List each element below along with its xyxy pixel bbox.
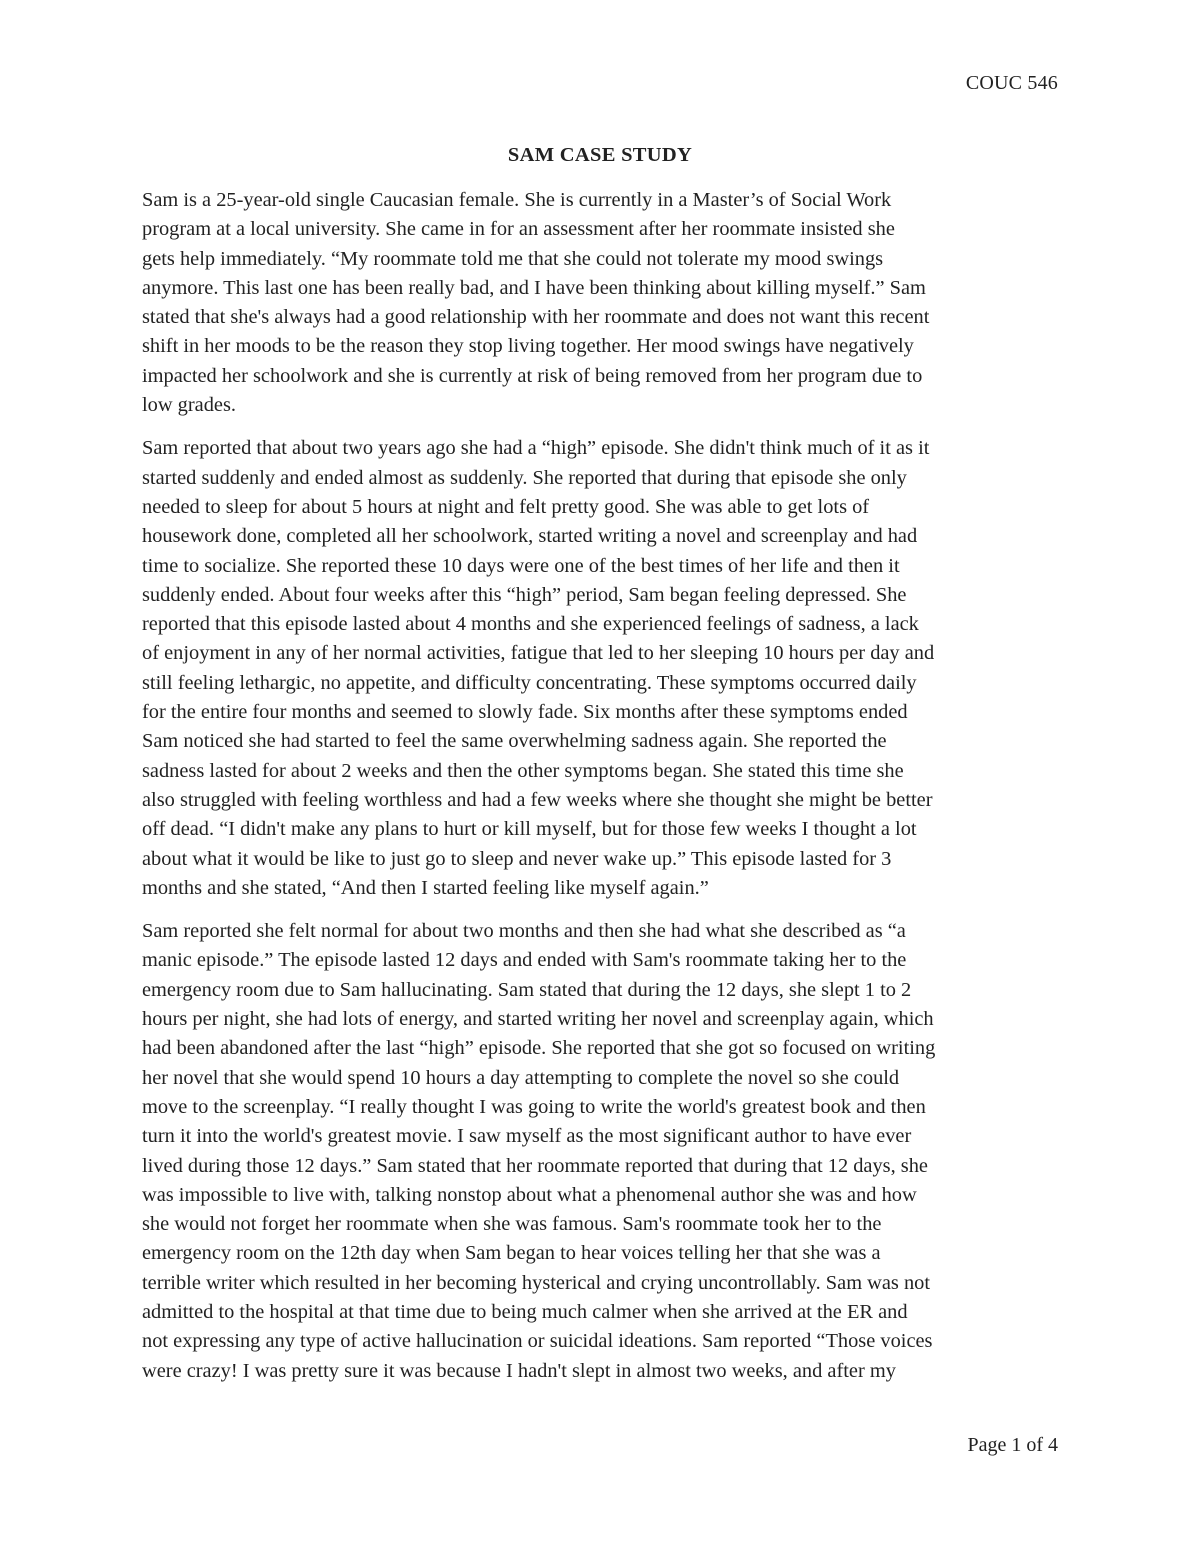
paragraph-3 <box>142 917 1062 1386</box>
text-line: move to the screenplay. “I really thought I was going to write the world's greatest book and then <box>142 1095 926 1118</box>
document-title: SAM CASE STUDY <box>507 144 693 166</box>
text-line: was impossible to live with, talking nonstop about what a phenomenal author she was and how <box>142 1183 917 1206</box>
text-line: shift in her moods to be the reason they stop living together. Her mood swings have negatively <box>142 335 914 358</box>
text-line: sadness lasted for about 2 weeks and then the other symptoms began. She stated this time she <box>142 759 904 782</box>
text-line: reported that this episode lasted about 4 months and she experienced feelings of sadness, a lack <box>142 613 919 636</box>
text-line: months and she stated, “And then I started feeling like myself again.” <box>142 876 709 899</box>
text-line: terrible writer which resulted in her becoming hysterical and crying uncontrollably. Sam was not <box>142 1271 931 1294</box>
text-line: manic episode.” The episode lasted 12 days and ended with Sam's roommate taking her to the <box>142 949 907 972</box>
paragraph-1 <box>142 186 1062 420</box>
document-body <box>142 186 1062 1400</box>
text-line: started suddenly and ended almost as suddenly. She reported that during that episode she only <box>142 466 907 489</box>
text-line: gets help immediately. “My roommate told me that she could not tolerate my mood swings <box>142 247 884 270</box>
text-line: impacted her schoolwork and she is currently at risk of being removed from her program due to <box>142 364 923 387</box>
text-line: also struggled with feeling worthless and had a few weeks where she thought she might be better <box>142 788 933 811</box>
text-line: her novel that she would spend 10 hours a day attempting to complete the novel so she could <box>142 1066 900 1089</box>
text-line: she would not forget her roommate when she was famous. Sam's roommate took her to the <box>142 1213 882 1236</box>
text-line: not expressing any type of active hallucination or suicidal ideations. Sam reported “Those voices <box>142 1330 933 1353</box>
text-line: turn it into the world's greatest movie. I saw myself as the most significant author to have ever <box>142 1125 912 1148</box>
paragraph-2 <box>142 434 1062 903</box>
text-line: lived during those 12 days.” Sam stated that her roommate reported that during that 12 days, she <box>142 1154 928 1177</box>
text-line: Sam reported she felt normal for about two months and then she had what she described as “a <box>142 920 906 943</box>
text-line: emergency room on the 12th day when Sam began to hear voices telling her that she was a <box>142 1242 881 1265</box>
course-header: COUC 546 <box>965 72 1058 94</box>
text-line: Sam noticed she had started to feel the same overwhelming sadness again. She reported the <box>142 730 887 753</box>
text-line: emergency room due to Sam hallucinating. Sam stated that during the 12 days, she slept 1 to 2 <box>142 978 912 1001</box>
text-line: needed to sleep for about 5 hours at night and felt pretty good. She was able to get lots of <box>142 495 870 518</box>
text-line: anymore. This last one has been really bad, and I have been thinking about killing myself.” Sam <box>142 276 926 299</box>
text-line: off dead. “I didn't make any plans to hurt or kill myself, but for those few weeks I thought a lot <box>142 818 917 841</box>
text-line: had been abandoned after the last “high” episode. She reported that she got so focused on writing <box>142 1037 936 1060</box>
text-line: were crazy! I was pretty sure it was because I hadn't slept in almost two weeks, and after my <box>142 1359 896 1382</box>
text-line: still feeling lethargic, no appetite, and difficulty concentrating. These symptoms occurred daily <box>142 671 917 694</box>
text-line: admitted to the hospital at that time due to being much calmer when she arrived at the ER and <box>142 1300 908 1323</box>
text-line: for the entire four months and seemed to slowly fade. Six months after these symptoms ended <box>142 701 908 724</box>
text-line: Sam is a 25-year-old single Caucasian female. She is currently in a Master’s of Social Work <box>142 189 892 211</box>
text-line: program at a local university. She came in for an assessment after her roommate insisted she <box>142 218 895 241</box>
text-line: Sam reported that about two years ago she had a “high” episode. She didn't think much of it as it <box>142 437 930 460</box>
text-line: of enjoyment in any of her normal activities, fatigue that led to her sleeping 10 hours per day and <box>142 642 935 665</box>
text-line: about what it would be like to just go to sleep and never wake up.” This episode lasted for 3 <box>142 847 892 870</box>
text-line: low grades. <box>142 394 236 417</box>
text-line: hours per night, she had lots of energy, and started writing her novel and screenplay again, which <box>142 1008 934 1031</box>
text-line: time to socialize. She reported these 10 days were one of the best times of her life and then it <box>142 554 900 577</box>
page-number: Page 1 of 4 <box>967 1434 1058 1456</box>
text-line: suddenly ended. About four weeks after this “high” period, Sam began feeling depressed. She <box>142 583 907 606</box>
text-line: housework done, completed all her schoolwork, started writing a novel and screenplay and had <box>142 525 918 548</box>
text-line: stated that she's always had a good relationship with her roommate and does not want this recent <box>142 306 930 329</box>
